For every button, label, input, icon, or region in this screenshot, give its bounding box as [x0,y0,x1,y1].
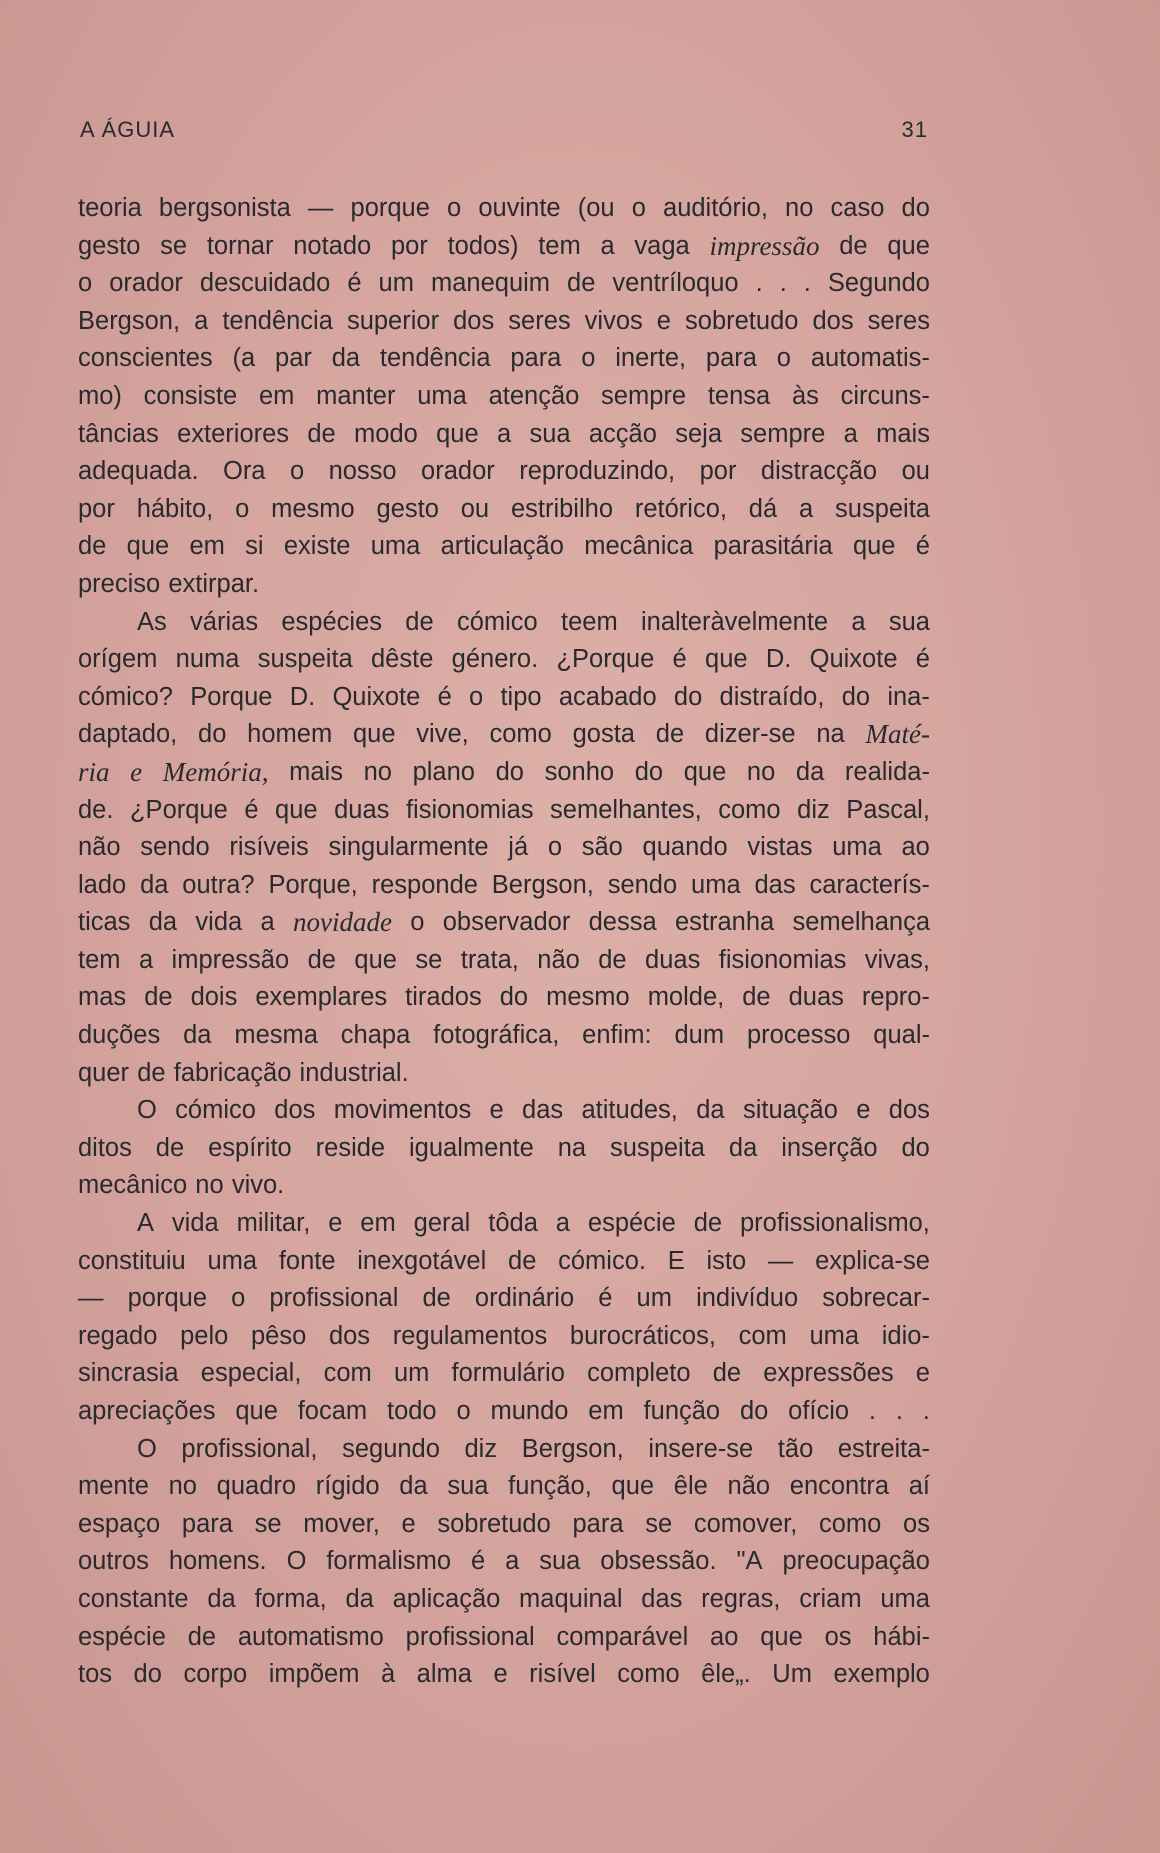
text-line: duções da mesma chapa fotográfica, enfim: dum processo qual- [78,1021,930,1050]
text-line: ria e Memória, mais no plano do sonho do que no da realida- [78,756,930,787]
text-line: ticas da vida a novidade o observador dessa estranha semelhança [78,907,930,938]
text-line: tem a impressão de que se trata, não de duas fisionomias vivas, [78,945,930,974]
text-line: espécie de automatismo profissional comparável ao que os hábi- [78,1622,930,1651]
text-line: lado da outra? Porque, responde Bergson, sendo uma das caracterís- [78,870,930,899]
text-line: mas de dois exemplares tirados do mesmo molde, de duas repro- [78,983,930,1012]
running-title: A ÁGUIA [80,117,176,142]
text-line: mo) consiste em manter uma atenção sempre tensa às circuns- [78,381,930,410]
text-line: sincrasia especial, com um formulário completo de expressões e [78,1359,930,1388]
text-line: ditos de espírito reside igualmente na suspeita da inserção do [78,1133,930,1162]
text-line: adequada. Ora o nosso orador reproduzindo, por distracção ou [78,457,930,486]
text-line: mente no quadro rígido da sua função, que êle não encontra aí [78,1472,930,1501]
text-line: O cómico dos movimentos e das atitudes, da situação e dos [137,1096,930,1125]
text-line: tâncias exteriores de modo que a sua acção seja sempre a mais [78,419,930,448]
text-line: quer de fabricação industrial. [78,1058,409,1087]
text-line: preciso extirpar. [78,569,260,598]
text-line: cómico? Porque D. Quixote é o tipo acabado do distraído, do ina- [78,682,930,711]
text-line: daptado, do homem que vive, como gosta de dizer-se na Maté- [78,719,930,750]
text-line: constituiu uma fonte inexgotável de cómico. E isto — explica-se [78,1246,930,1275]
text-line: tos do corpo impõem à alma e risível como êle„. Um exemplo [78,1660,930,1689]
text-line: gesto se tornar notado por todos) tem a vaga impressão de que [78,230,930,261]
text-line: A vida militar, e em geral tôda a espécie de profissionalismo, [137,1209,930,1238]
text-line: o orador descuidado é um manequim de ventríloquo . . . Segundo [78,269,930,298]
text-line: de que em si existe uma articulação mecânica parasitária que é [78,532,930,561]
text-line: conscientes (a par da tendência para o inerte, para o automatis- [78,344,930,373]
text-line: teoria bergsonista — porque o ouvinte (ou o auditório, no caso do [78,194,930,222]
text-line: espaço para se mover, e sobretudo para se comover, como os [78,1509,930,1538]
text-line: mecânico no vivo. [78,1171,285,1200]
body-text [78,190,930,1694]
text-line: Bergson, a tendência superior dos seres vivos e sobretudo dos seres [78,306,930,335]
text-line: regado pelo pêso dos regulamentos burocráticos, com uma idio- [78,1321,930,1350]
text-line: As várias espécies de cómico teem inalteràvelmente a sua [137,607,930,636]
text-line: não sendo risíveis singularmente já o são quando vistas uma ao [78,833,930,862]
page-number: 31 [901,117,928,142]
text-line: orígem numa suspeita dêste género. ¿Porque é que D. Quixote é [78,645,930,674]
text-line: — porque o profissional de ordinário é um indivíduo sobrecar- [78,1284,930,1313]
text-line: de. ¿Porque é que duas fisionomias semelhantes, como diz Pascal, [78,795,930,824]
text-line: outros homens. O formalismo é a sua obsessão. "A preocupação [78,1547,930,1576]
page-header [80,117,928,147]
text-line: apreciações que focam todo o mundo em função do ofício . . . [78,1397,930,1425]
text-line: constante da forma, da aplicação maquinal das regras, criam uma [78,1584,930,1613]
text-line: O profissional, segundo diz Bergson, insere-se tão estreita- [137,1434,930,1463]
text-line: por hábito, o mesmo gesto ou estribilho retórico, dá a suspeita [78,494,930,523]
